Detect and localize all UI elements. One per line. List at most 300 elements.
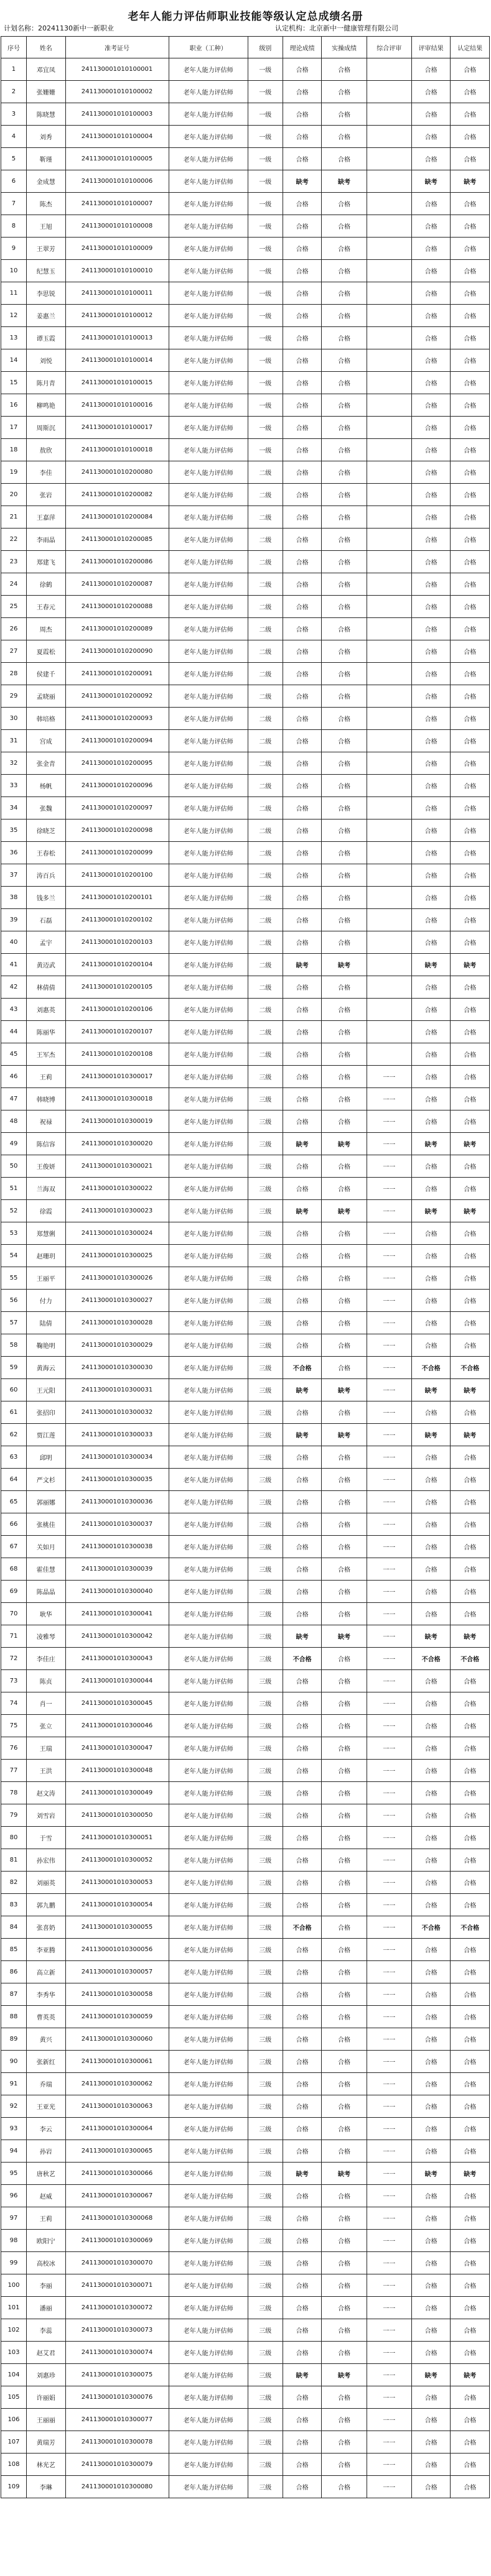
cell-occupation: 老年人能力评估师 — [169, 2297, 248, 2319]
cell-certification-result: 合格 — [451, 529, 490, 551]
cell-comprehensive-review — [367, 1021, 411, 1043]
cell-exam-number: 241130001010200092 — [65, 685, 169, 708]
cell-comprehensive-review: 一一 — [367, 2028, 411, 2051]
cell-exam-number: 241130001010300027 — [65, 1290, 169, 1312]
cell-practical-score: 合格 — [322, 215, 367, 238]
table-row — [1, 2297, 490, 2319]
table-row — [1, 484, 490, 506]
cell-review-result: 合格 — [411, 327, 451, 349]
cell-occupation: 老年人能力评估师 — [169, 1737, 248, 1760]
cell-exam-number: 241130001010300030 — [65, 1357, 169, 1379]
cell-name: 黄瑞芳 — [26, 2431, 65, 2454]
cell-occupation: 老年人能力评估师 — [169, 215, 248, 238]
table-row — [1, 1648, 490, 1670]
cell-comprehensive-review — [367, 618, 411, 640]
cell-occupation: 老年人能力评估师 — [169, 193, 248, 215]
cell-comprehensive-review: 一一 — [367, 1200, 411, 1222]
table-row — [1, 1670, 490, 1692]
cell-level: 二级 — [248, 685, 283, 708]
cell-name: 陆倩 — [26, 1312, 65, 1334]
cell-occupation: 老年人能力评估师 — [169, 1222, 248, 1245]
table-row — [1, 1849, 490, 1872]
cell-comprehensive-review: 一一 — [367, 2230, 411, 2252]
cell-name: 刘惠英 — [26, 999, 65, 1021]
cell-level: 三级 — [248, 1088, 283, 1110]
cell-theory-score: 合格 — [283, 1670, 322, 1692]
cell-level: 三级 — [248, 2364, 283, 2386]
cell-serial: 94 — [1, 2140, 27, 2163]
cell-level: 二级 — [248, 954, 283, 976]
cell-level: 二级 — [248, 864, 283, 887]
cell-review-result: 合格 — [411, 1849, 451, 1872]
cell-review-result: 合格 — [411, 752, 451, 775]
cell-certification-result: 合格 — [451, 372, 490, 394]
cell-practical-score: 缺考 — [322, 2163, 367, 2185]
cell-review-result: 合格 — [411, 1581, 451, 1603]
cell-exam-number: 241130001010300046 — [65, 1715, 169, 1737]
cell-occupation: 老年人能力评估师 — [169, 1312, 248, 1334]
cell-exam-number: 241130001010200101 — [65, 887, 169, 909]
cell-practical-score: 合格 — [322, 1782, 367, 1804]
cell-certification-result: 合格 — [451, 58, 490, 81]
cell-name: 李琳 — [26, 2476, 65, 2498]
cell-practical-score: 合格 — [322, 708, 367, 730]
cell-serial: 104 — [1, 2364, 27, 2386]
cell-occupation: 老年人能力评估师 — [169, 260, 248, 282]
cell-serial: 80 — [1, 1827, 27, 1849]
cell-practical-score: 合格 — [322, 1849, 367, 1872]
cell-practical-score: 合格 — [322, 2342, 367, 2364]
cell-certification-result: 合格 — [451, 2230, 490, 2252]
cell-theory-score: 合格 — [283, 2028, 322, 2051]
cell-occupation: 老年人能力评估师 — [169, 1983, 248, 2006]
cell-exam-number: 241130001010300043 — [65, 1648, 169, 1670]
cell-name: 陈晓慧 — [26, 103, 65, 126]
cell-name: 侯建千 — [26, 663, 65, 685]
cell-name: 郑建飞 — [26, 551, 65, 573]
cell-practical-score: 合格 — [322, 103, 367, 126]
cell-theory-score: 合格 — [283, 1043, 322, 1066]
cell-level: 二级 — [248, 529, 283, 551]
cell-serial: 38 — [1, 887, 27, 909]
cell-exam-number: 241130001010200100 — [65, 864, 169, 887]
cell-occupation: 老年人能力评估师 — [169, 1290, 248, 1312]
table-row — [1, 1692, 490, 1715]
cell-exam-number: 241130001010100012 — [65, 305, 169, 327]
cell-level: 一级 — [248, 417, 283, 439]
cell-certification-result: 合格 — [451, 148, 490, 170]
cell-level: 一级 — [248, 372, 283, 394]
cell-serial: 1 — [1, 58, 27, 81]
table-row — [1, 126, 490, 148]
cell-comprehensive-review: 一一 — [367, 2051, 411, 2073]
table-row — [1, 685, 490, 708]
cell-certification-result: 合格 — [451, 1021, 490, 1043]
cell-exam-number: 241130001010300059 — [65, 2006, 169, 2028]
cell-exam-number: 241130001010100016 — [65, 394, 169, 417]
cell-comprehensive-review: 一一 — [367, 2386, 411, 2409]
cell-exam-number: 241130001010200096 — [65, 775, 169, 797]
cell-review-result: 合格 — [411, 730, 451, 752]
cell-theory-score: 合格 — [283, 1312, 322, 1334]
cell-serial: 12 — [1, 305, 27, 327]
cell-occupation: 老年人能力评估师 — [169, 1849, 248, 1872]
cell-certification-result: 缺考 — [451, 1625, 490, 1648]
cell-exam-number: 241130001010300073 — [65, 2319, 169, 2342]
cell-serial: 56 — [1, 1290, 27, 1312]
table-row — [1, 1133, 490, 1155]
cell-serial: 102 — [1, 2319, 27, 2342]
cell-review-result: 合格 — [411, 2095, 451, 2118]
cell-name: 张金青 — [26, 752, 65, 775]
cell-certification-result: 合格 — [451, 81, 490, 103]
cell-name: 李秀华 — [26, 1983, 65, 2006]
cell-exam-number: 241130001010200099 — [65, 842, 169, 864]
table-row — [1, 1872, 490, 1894]
cell-serial: 73 — [1, 1670, 27, 1692]
cell-exam-number: 241130001010300069 — [65, 2230, 169, 2252]
cell-serial: 105 — [1, 2386, 27, 2409]
cell-certification-result: 合格 — [451, 1491, 490, 1513]
table-row — [1, 1155, 490, 1178]
cell-exam-number: 241130001010300075 — [65, 2364, 169, 2386]
cell-certification-result: 合格 — [451, 1894, 490, 1916]
cell-occupation: 老年人能力评估师 — [169, 640, 248, 663]
cell-exam-number: 241130001010300067 — [65, 2185, 169, 2207]
certifying-org-label: 认定机构：北京新中一健康管理有限公司 — [275, 24, 398, 32]
cell-practical-score: 合格 — [322, 1558, 367, 1581]
cell-level: 三级 — [248, 2163, 283, 2185]
cell-name: 刘惠珍 — [26, 2364, 65, 2386]
header-comprehensive-review: 综合评审 — [367, 37, 411, 58]
table-row — [1, 1379, 490, 1401]
table-row — [1, 1245, 490, 1267]
cell-comprehensive-review — [367, 842, 411, 864]
cell-practical-score: 合格 — [322, 2431, 367, 2454]
cell-certification-result: 合格 — [451, 640, 490, 663]
cell-occupation: 老年人能力评估师 — [169, 2207, 248, 2230]
cell-certification-result: 合格 — [451, 864, 490, 887]
table-row — [1, 1961, 490, 1983]
cell-certification-result: 缺考 — [451, 2364, 490, 2386]
cell-comprehensive-review — [367, 215, 411, 238]
cell-comprehensive-review: 一一 — [367, 2297, 411, 2319]
cell-exam-number: 241130001010300047 — [65, 1737, 169, 1760]
cell-theory-score: 合格 — [283, 551, 322, 573]
cell-comprehensive-review: 一一 — [367, 1155, 411, 1178]
cell-review-result: 合格 — [411, 2319, 451, 2342]
cell-name: 王元阳 — [26, 1379, 65, 1401]
cell-practical-score: 合格 — [322, 1491, 367, 1513]
cell-serial: 69 — [1, 1581, 27, 1603]
cell-review-result: 合格 — [411, 1066, 451, 1088]
cell-theory-score: 合格 — [283, 1715, 322, 1737]
cell-theory-score: 合格 — [283, 305, 322, 327]
cell-comprehensive-review: 一一 — [367, 2364, 411, 2386]
cell-level: 三级 — [248, 1133, 283, 1155]
cell-serial: 53 — [1, 1222, 27, 1245]
cell-theory-score: 合格 — [283, 1110, 322, 1133]
cell-occupation: 老年人能力评估师 — [169, 1894, 248, 1916]
cell-practical-score: 合格 — [322, 1446, 367, 1469]
cell-theory-score: 合格 — [283, 1804, 322, 1827]
cell-level: 一级 — [248, 81, 283, 103]
cell-comprehensive-review — [367, 573, 411, 596]
cell-level: 三级 — [248, 2319, 283, 2342]
cell-theory-score: 合格 — [283, 2409, 322, 2431]
cell-occupation: 老年人能力评估师 — [169, 1245, 248, 1267]
cell-name: 乔瑞 — [26, 2073, 65, 2095]
cell-theory-score: 合格 — [283, 1939, 322, 1961]
cell-practical-score: 合格 — [322, 506, 367, 529]
cell-exam-number: 241130001010200094 — [65, 730, 169, 752]
cell-occupation: 老年人能力评估师 — [169, 2386, 248, 2409]
cell-level: 三级 — [248, 1603, 283, 1625]
cell-review-result: 合格 — [411, 1222, 451, 1245]
cell-certification-result: 合格 — [451, 685, 490, 708]
cell-practical-score: 合格 — [322, 1961, 367, 1983]
cell-practical-score: 缺考 — [322, 1424, 367, 1446]
cell-review-result: 合格 — [411, 1245, 451, 1267]
cell-level: 一级 — [248, 103, 283, 126]
cell-level: 三级 — [248, 1670, 283, 1692]
cell-review-result: 合格 — [411, 417, 451, 439]
cell-level: 三级 — [248, 2006, 283, 2028]
cell-occupation: 老年人能力评估师 — [169, 1603, 248, 1625]
cell-review-result: 合格 — [411, 2006, 451, 2028]
cell-review-result: 合格 — [411, 193, 451, 215]
cell-review-result: 合格 — [411, 2409, 451, 2431]
cell-theory-score: 合格 — [283, 1267, 322, 1290]
cell-comprehensive-review: 一一 — [367, 1916, 411, 1939]
cell-theory-score: 合格 — [283, 1334, 322, 1357]
cell-name: 王春元 — [26, 596, 65, 618]
cell-serial: 37 — [1, 864, 27, 887]
cell-occupation: 老年人能力评估师 — [169, 1401, 248, 1424]
cell-theory-score: 合格 — [283, 58, 322, 81]
cell-exam-number: 241130001010300062 — [65, 2073, 169, 2095]
cell-comprehensive-review: 一一 — [367, 2140, 411, 2163]
cell-name: 高校冰 — [26, 2252, 65, 2274]
cell-exam-number: 241130001010300074 — [65, 2342, 169, 2364]
cell-practical-score: 合格 — [322, 1021, 367, 1043]
cell-certification-result: 合格 — [451, 1334, 490, 1357]
cell-practical-score: 合格 — [322, 2118, 367, 2140]
cell-practical-score: 合格 — [322, 819, 367, 842]
cell-occupation: 老年人能力评估师 — [169, 1670, 248, 1692]
cell-serial: 66 — [1, 1513, 27, 1536]
cell-practical-score: 合格 — [322, 1401, 367, 1424]
cell-review-result: 合格 — [411, 282, 451, 305]
results-table — [1, 36, 490, 2498]
cell-level: 三级 — [248, 1110, 283, 1133]
cell-serial: 100 — [1, 2274, 27, 2297]
cell-name: 石磊 — [26, 909, 65, 931]
cell-occupation: 老年人能力评估师 — [169, 2476, 248, 2498]
cell-review-result: 合格 — [411, 1894, 451, 1916]
cell-occupation: 老年人能力评估师 — [169, 148, 248, 170]
cell-theory-score: 合格 — [283, 864, 322, 887]
cell-theory-score: 合格 — [283, 1155, 322, 1178]
cell-name: 敖欣 — [26, 439, 65, 461]
cell-serial: 19 — [1, 461, 27, 484]
cell-review-result: 合格 — [411, 1737, 451, 1760]
cell-certification-result: 合格 — [451, 976, 490, 999]
cell-practical-score: 合格 — [322, 282, 367, 305]
cell-level: 一级 — [248, 305, 283, 327]
cell-name: 邱明 — [26, 1446, 65, 1469]
table-row — [1, 1804, 490, 1827]
cell-review-result: 合格 — [411, 1334, 451, 1357]
cell-serial: 86 — [1, 1961, 27, 1983]
cell-exam-number: 241130001010300028 — [65, 1312, 169, 1334]
cell-serial: 4 — [1, 126, 27, 148]
cell-name: 刘雪岩 — [26, 1804, 65, 1827]
cell-serial: 82 — [1, 1872, 27, 1894]
cell-serial: 74 — [1, 1692, 27, 1715]
cell-name: 贾江莲 — [26, 1424, 65, 1446]
cell-comprehensive-review: 一一 — [367, 1379, 411, 1401]
cell-level: 三级 — [248, 2073, 283, 2095]
cell-exam-number: 241130001010100003 — [65, 103, 169, 126]
table-row — [1, 215, 490, 238]
cell-level: 三级 — [248, 2342, 283, 2364]
cell-certification-result: 合格 — [451, 887, 490, 909]
cell-review-result: 不合格 — [411, 1357, 451, 1379]
cell-occupation: 老年人能力评估师 — [169, 1469, 248, 1491]
cell-review-result: 合格 — [411, 976, 451, 999]
cell-certification-result: 合格 — [451, 573, 490, 596]
cell-theory-score: 合格 — [283, 618, 322, 640]
cell-review-result: 合格 — [411, 2207, 451, 2230]
cell-name: 黄迈武 — [26, 954, 65, 976]
cell-level: 三级 — [248, 2476, 283, 2498]
cell-comprehensive-review: 一一 — [367, 1782, 411, 1804]
cell-occupation: 老年人能力评估师 — [169, 2230, 248, 2252]
cell-level: 二级 — [248, 708, 283, 730]
cell-occupation: 老年人能力评估师 — [169, 372, 248, 394]
cell-certification-result: 缺考 — [451, 954, 490, 976]
cell-name: 潘丽 — [26, 2297, 65, 2319]
cell-theory-score: 合格 — [283, 931, 322, 954]
cell-theory-score: 合格 — [283, 640, 322, 663]
cell-exam-number: 241130001010200104 — [65, 954, 169, 976]
cell-certification-result: 合格 — [451, 1536, 490, 1558]
cell-level: 三级 — [248, 1155, 283, 1178]
table-row — [1, 775, 490, 797]
cell-theory-score: 不合格 — [283, 1357, 322, 1379]
cell-comprehensive-review — [367, 640, 411, 663]
cell-name: 王军杰 — [26, 1043, 65, 1066]
cell-level: 二级 — [248, 506, 283, 529]
cell-review-result: 合格 — [411, 2274, 451, 2297]
cell-name: 陈杰 — [26, 193, 65, 215]
cell-comprehensive-review — [367, 260, 411, 282]
cell-practical-score: 缺考 — [322, 954, 367, 976]
cell-certification-result: 合格 — [451, 439, 490, 461]
cell-level: 二级 — [248, 640, 283, 663]
cell-occupation: 老年人能力评估师 — [169, 1491, 248, 1513]
cell-serial: 28 — [1, 663, 27, 685]
cell-theory-score: 合格 — [283, 103, 322, 126]
cell-theory-score: 合格 — [283, 2454, 322, 2476]
cell-name: 李云 — [26, 2118, 65, 2140]
cell-certification-result: 合格 — [451, 282, 490, 305]
cell-serial: 6 — [1, 170, 27, 193]
cell-certification-result: 合格 — [451, 484, 490, 506]
table-row — [1, 1603, 490, 1625]
table-row — [1, 1222, 490, 1245]
cell-level: 三级 — [248, 1558, 283, 1581]
cell-exam-number: 241130001010300033 — [65, 1424, 169, 1446]
cell-certification-result: 合格 — [451, 327, 490, 349]
cell-exam-number: 241130001010300071 — [65, 2274, 169, 2297]
cell-name: 赵威 — [26, 2185, 65, 2207]
cell-level: 二级 — [248, 663, 283, 685]
cell-comprehensive-review: 一一 — [367, 1939, 411, 1961]
cell-level: 三级 — [248, 2051, 283, 2073]
cell-serial: 67 — [1, 1536, 27, 1558]
cell-review-result: 合格 — [411, 2386, 451, 2409]
cell-certification-result: 合格 — [451, 618, 490, 640]
cell-review-result: 合格 — [411, 260, 451, 282]
cell-serial: 62 — [1, 1424, 27, 1446]
cell-exam-number: 241130001010300036 — [65, 1491, 169, 1513]
cell-name: 李丽 — [26, 2274, 65, 2297]
table-row — [1, 1110, 490, 1133]
cell-certification-result: 合格 — [451, 126, 490, 148]
cell-review-result: 合格 — [411, 305, 451, 327]
cell-name: 祝禄 — [26, 1110, 65, 1133]
cell-comprehensive-review — [367, 282, 411, 305]
cell-name: 孟晓丽 — [26, 685, 65, 708]
table-row — [1, 1916, 490, 1939]
cell-review-result: 合格 — [411, 439, 451, 461]
cell-name: 曹英英 — [26, 2006, 65, 2028]
cell-name: 陈丽华 — [26, 1021, 65, 1043]
cell-certification-result: 缺考 — [451, 1379, 490, 1401]
table-row — [1, 1625, 490, 1648]
cell-exam-number: 241130001010200093 — [65, 708, 169, 730]
cell-exam-number: 241130001010300025 — [65, 1245, 169, 1267]
cell-occupation: 老年人能力评估师 — [169, 1760, 248, 1782]
cell-certification-result: 合格 — [451, 1110, 490, 1133]
cell-review-result: 合格 — [411, 1872, 451, 1894]
cell-exam-number: 241130001010200103 — [65, 931, 169, 954]
cell-serial: 33 — [1, 775, 27, 797]
cell-theory-score: 合格 — [283, 215, 322, 238]
cell-level: 三级 — [248, 1491, 283, 1513]
cell-certification-result: 缺考 — [451, 1424, 490, 1446]
cell-theory-score: 合格 — [283, 193, 322, 215]
cell-theory-score: 合格 — [283, 1066, 322, 1088]
cell-name: 王亚光 — [26, 2095, 65, 2118]
cell-level: 三级 — [248, 1200, 283, 1222]
table-row — [1, 282, 490, 305]
cell-name: 王嘉萍 — [26, 506, 65, 529]
table-row — [1, 2319, 490, 2342]
cell-theory-score: 缺考 — [283, 2364, 322, 2386]
cell-practical-score: 合格 — [322, 1178, 367, 1200]
cell-serial: 7 — [1, 193, 27, 215]
cell-practical-score: 合格 — [322, 1312, 367, 1334]
cell-certification-result: 合格 — [451, 1245, 490, 1267]
cell-name: 李思锐 — [26, 282, 65, 305]
cell-name: 李亚腾 — [26, 1939, 65, 1961]
cell-exam-number: 241130001010300018 — [65, 1088, 169, 1110]
cell-name: 王丽丽 — [26, 2409, 65, 2431]
cell-practical-score: 缺考 — [322, 1133, 367, 1155]
